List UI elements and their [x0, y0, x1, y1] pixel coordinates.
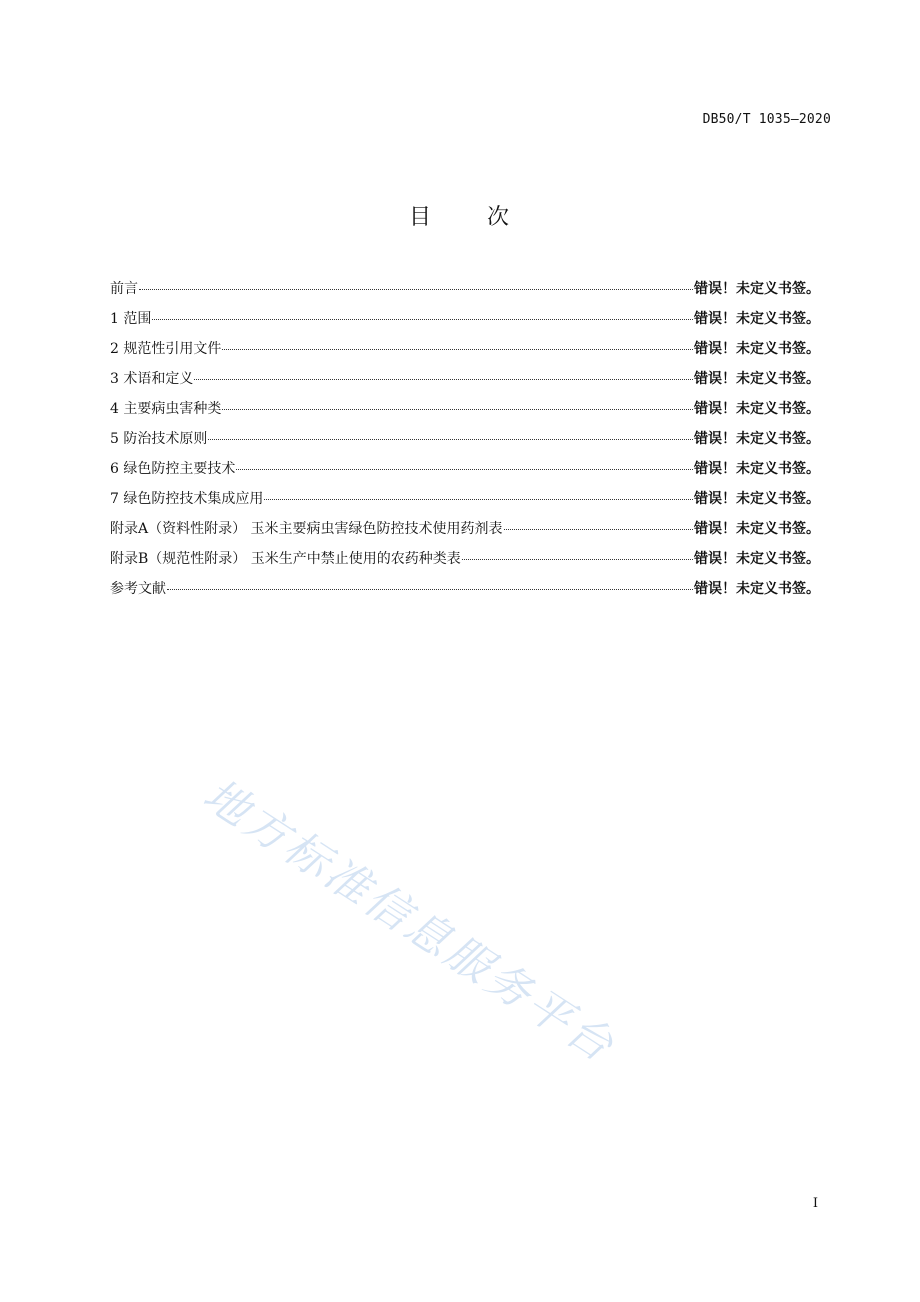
toc-dot-leader	[222, 349, 693, 350]
toc-entry-label: 7 绿色防控技术集成应用	[110, 491, 264, 507]
page-number: I	[812, 1196, 818, 1211]
toc-dot-leader	[462, 559, 693, 560]
toc-page-ref: 错误！未定义书签。	[694, 581, 820, 597]
document-id: DB50/T 1035—2020	[702, 112, 831, 127]
toc-entry-label: 附录B（规范性附录） 玉米生产中禁止使用的农药种类表	[110, 551, 461, 567]
toc-entry-control-principles[interactable]	[110, 428, 820, 458]
toc-entry-pest-types[interactable]	[110, 398, 820, 428]
toc-entry-terms-definitions[interactable]	[110, 368, 820, 398]
toc-entry-label: 参考文献	[110, 581, 166, 597]
toc-entry-bibliography[interactable]	[110, 578, 820, 608]
toc-dot-leader	[139, 289, 693, 290]
toc-entry-label: 3 术语和定义	[110, 371, 194, 387]
toc-entry-scope[interactable]	[110, 308, 820, 338]
toc-page-ref: 错误！未定义书签。	[694, 341, 820, 357]
toc-entry-integrated-application[interactable]	[110, 488, 820, 518]
toc-dot-leader	[236, 469, 693, 470]
toc-entry-label: 附录A（资料性附录） 玉米主要病虫害绿色防控技术使用药剂表	[110, 521, 503, 537]
toc-dot-leader	[264, 499, 693, 500]
toc-list	[110, 278, 820, 608]
toc-dot-leader	[167, 589, 693, 590]
toc-entry-green-control-techniques[interactable]	[110, 458, 820, 488]
toc-dot-leader	[194, 379, 693, 380]
toc-dot-leader	[222, 409, 693, 410]
toc-page-ref: 错误！未定义书签。	[694, 281, 820, 297]
toc-dot-leader	[504, 529, 693, 530]
toc-entry-label: 2 规范性引用文件	[110, 341, 222, 357]
toc-page-ref: 错误！未定义书签。	[694, 521, 820, 537]
toc-dot-leader	[152, 319, 693, 320]
toc-page-ref: 错误！未定义书签。	[694, 461, 820, 477]
toc-entry-normative-references[interactable]	[110, 338, 820, 368]
toc-page-ref: 错误！未定义书签。	[694, 431, 820, 447]
toc-entry-label: 1 范围	[110, 311, 152, 327]
toc-entry-foreword[interactable]	[110, 278, 820, 308]
toc-title	[0, 200, 920, 231]
toc-entry-label: 前言	[110, 281, 138, 297]
toc-title-left: 目	[408, 205, 433, 230]
watermark: 地方标准信息服务平台	[194, 769, 625, 1074]
toc-page-ref: 错误！未定义书签。	[694, 311, 820, 327]
toc-page-ref: 错误！未定义书签。	[694, 401, 820, 417]
toc-entry-label: 4 主要病虫害种类	[110, 401, 222, 417]
toc-dot-leader	[208, 439, 693, 440]
toc-entry-appendix-b[interactable]	[110, 548, 820, 578]
toc-page-ref: 错误！未定义书签。	[694, 551, 820, 567]
toc-title-right: 次	[487, 205, 512, 230]
toc-page-ref: 错误！未定义书签。	[694, 491, 820, 507]
toc-entry-label: 6 绿色防控主要技术	[110, 461, 236, 477]
toc-page-ref: 错误！未定义书签。	[694, 371, 820, 387]
toc-entry-label: 5 防治技术原则	[110, 431, 208, 447]
toc-entry-appendix-a[interactable]	[110, 518, 820, 548]
